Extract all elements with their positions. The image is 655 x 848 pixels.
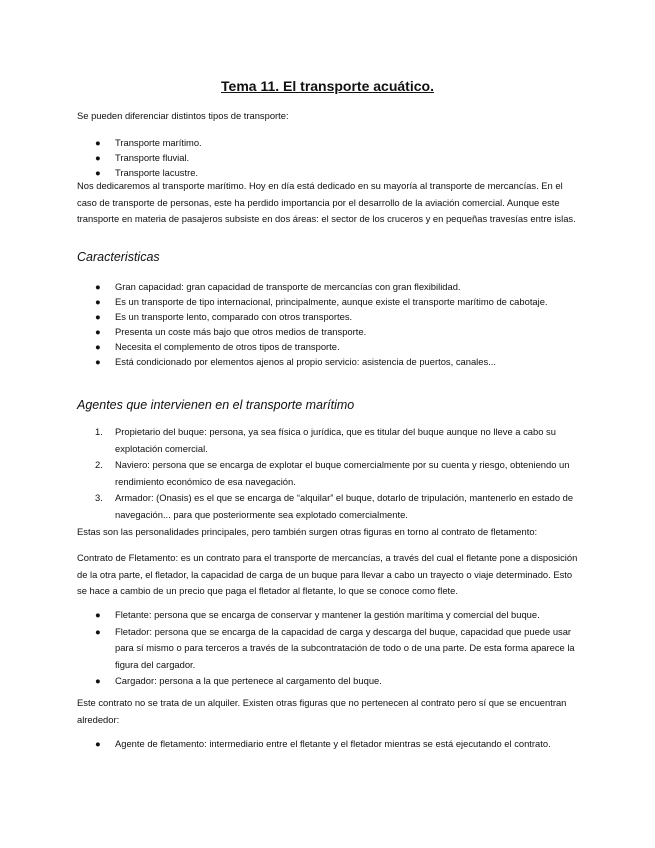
list-item: ● Gran capacidad: gran capacidad de transporte de mercancías con gran flexibilidad. [95, 281, 461, 292]
heading-agentes: Agentes que intervienen en el transporte marítimo [77, 398, 355, 412]
list-item: ● Fletante: persona que se encarga de conservar y mantener la gestión marítima y comercial del buque. [95, 609, 540, 620]
list-item: 1. Propietario del buque: persona, ya sea física o jurídica, que es titular del buque aunque no lleve a cabo su explotación comercial. [95, 426, 556, 454]
paragraph: Estas son las personalidades principales, pero también surgen otras figuras en torno al contrato de fletamento: [77, 526, 538, 537]
list-item: ● Agente de fletamento: intermediario entre el fletante y el fletador mientras se está ejecutando el contrato. [95, 738, 551, 749]
page-title: Tema 11. El transporte acuático. [221, 78, 434, 94]
list-item: ● Transporte fluvial. [95, 152, 190, 163]
paragraph: Contrato de Fletamento: es un contrato para el transporte de mercancías, a través del cual el fletante pone a disposición de la otra parte, el fletador, la capacidad de carga de un buque para llevar a cabo un trayecto o viaje determinado. Esto se hace a cambio de un precio que paga el fletador al fletante, lo que se conoce como flete. [77, 552, 578, 596]
list-item: ● Es un transporte lento, comparado con otros transportes. [95, 311, 353, 322]
list-item: ● Fletador: persona que se encarga de la capacidad de carga y descarga del buque, capacidad que puede usar para sí mismo o para terceros a través de la subcontratación de todo o de una parte. De esta forma aparece la figura del cargador. [95, 625, 575, 670]
list-item: 2. Naviero: persona que se encarga de explotar el buque comercialmente por su cuenta y riesgo, obteniendo un rendimiento económico de esa navegación. [95, 459, 570, 487]
list-item: ● Está condicionado por elementos ajenos al propio servicio: asistencia de puertos, canales... [95, 356, 496, 367]
heading-caracteristicas: Caracteristicas [77, 250, 160, 264]
list-item: ● Cargador: persona a la que pertenece al cargamento del buque. [95, 675, 382, 686]
list-item: ● Necesita el complemento de otros tipos de transporte. [95, 341, 340, 352]
list-item: 3. Armador: (Onasis) es el que se encarga de “alquilar” el buque, dotarlo de tripulación, mantenerlo en estado de navegación... para que posteriormente sea explotado comercialmente. [95, 492, 574, 520]
intro-text: Se pueden diferenciar distintos tipos de transporte: [77, 110, 289, 121]
caracteristicas-list [77, 279, 587, 369]
paragraph: Este contrato no se trata de un alquiler. Existen otras figuras que no pertenecen al contrato pero sí que se encuentran alrededor: [77, 697, 567, 725]
figuras-list [77, 607, 582, 690]
types-list [77, 135, 582, 180]
list-item: ● Transporte marítimo. [95, 137, 202, 148]
agentes-list [77, 424, 582, 523]
list-item: ● Presenta un coste más bajo que otros medios de transporte. [95, 326, 367, 337]
otras-list [77, 736, 582, 753]
list-item: ● Es un transporte de tipo internacional, principalmente, aunque existe el transporte marítimo de cabotaje. [95, 296, 548, 307]
list-item: ● Transporte lacustre. [95, 167, 199, 178]
paragraph: Nos dedicaremos al transporte marítimo. Hoy en día está dedicado en su mayoría al transporte de mercancías. En el caso de transporte de personas, este ha perdido importancia por el desarrollo de la aviación comercial. Aunque este transporte en materia de pasajeros subsiste en dos áreas: el sector de los cruceros y en pequeñas travesías entre islas. [77, 180, 576, 224]
